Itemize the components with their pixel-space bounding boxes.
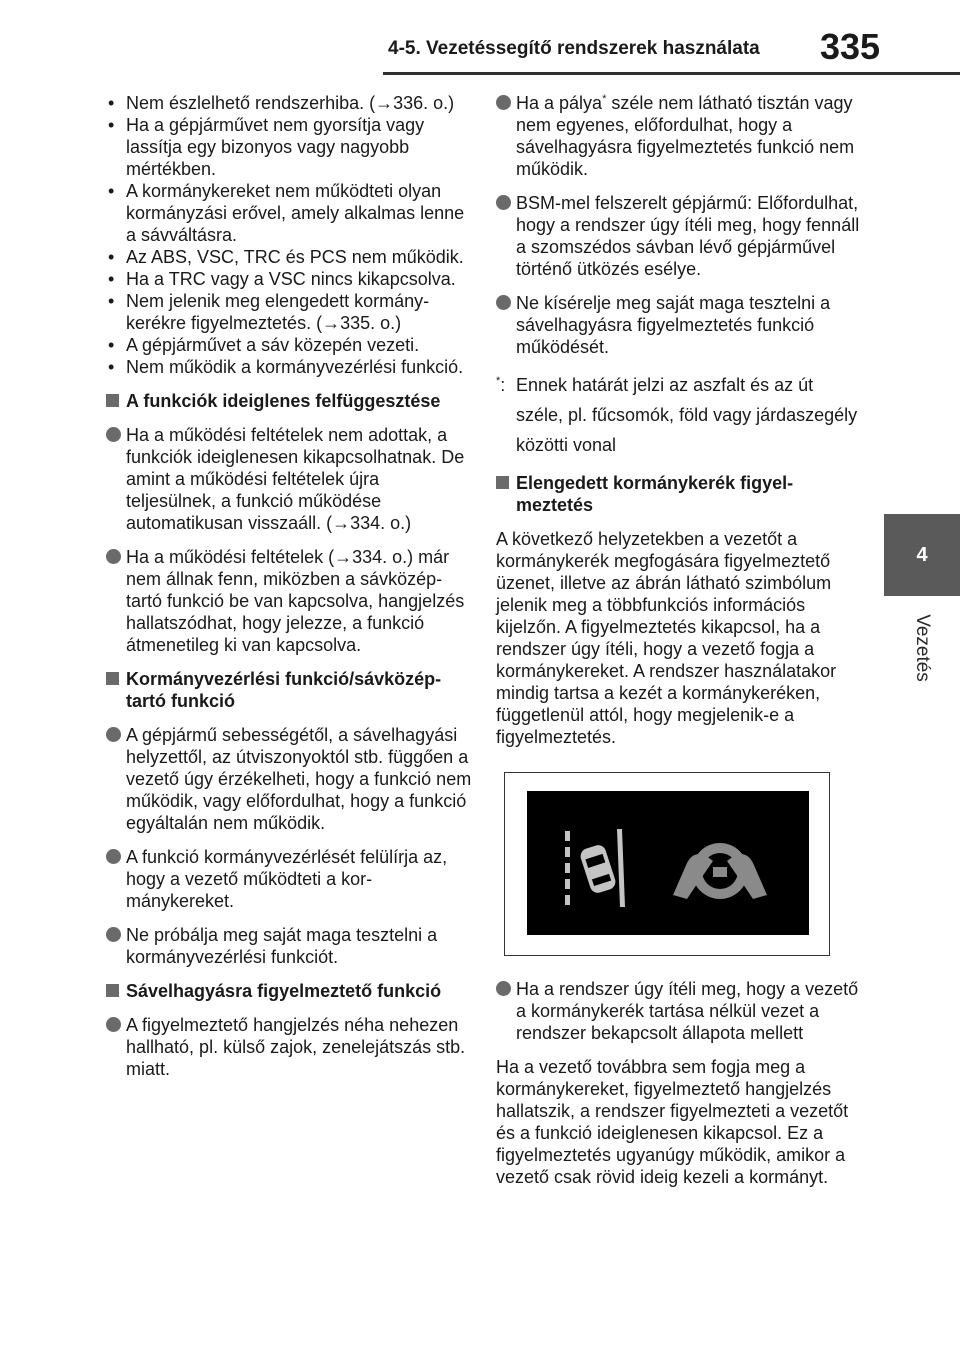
header-title: 4-5. Vezetéssegítő rendszerek használata [388,38,760,59]
list-item [106,546,472,656]
item-text: Ha a rendszer úgy ítéli meg, hogy a vezető a kormánykerék tartása nélkül vezet a rendszer bekapcsolt állapota mellett [516,979,859,1043]
list-item [496,92,860,180]
section-title: Sávelhagyásra figyelmeztető funkció [126,981,442,1001]
section-heading [106,980,472,1002]
left-column [106,92,472,1080]
item-text: A funkció kormányvezérlését felülírja az, hogy a vezető működteti a kormánykereket. [126,847,448,911]
circle-bullet-icon [106,849,121,864]
list-item: • Ha a gépjárművet nem gyorsítja vagy lassítja egy bizonyos vagy nagyobb mértékben. [106,114,472,180]
section-title: Kormányvezérlési funkció/sávközép-tartó funkció [126,669,442,711]
item-text: Ha a működési feltételek nem adottak, a funkciók ideiglenesen kikapcsolhatnak. De amint a működési feltételek újra teljesülnek, a funkció működése automatikusan visszaáll. (→334. o.) [126,425,465,533]
section-heading [106,390,472,412]
list-item: • Nem működik a kormányvezérlési funkció. [106,356,472,378]
list-item [106,724,472,834]
hands-on-wheel-icon [673,843,767,899]
paragraph: Ha a vezető továbbra sem fogja meg a kormánykereket, figyelmeztető hangjelzés hallatszik, a rendszer figyelmezteti a vezetőt és a funkció ideiglenesen kikapcsol. Ez a figyelmeztetés ugyanúgy működik, amikor a vezető csak rövid ideig kezeli a kormányt. [496,1057,849,1187]
square-bullet-icon [496,476,509,489]
circle-bullet-icon [106,427,121,442]
chapter-tab: 4 [884,514,960,596]
square-bullet-icon [106,672,119,685]
condition-list [106,92,472,378]
section-heading [496,472,860,516]
item-text: A figyelmeztető hangjelzés néha nehezen hallható, pl. külső zajok, zenelejátszás stb. miatt. [126,1015,466,1079]
list-item: • Az ABS, VSC, TRC és PCS nem működik. [106,246,472,268]
right-column [496,92,860,1188]
item-text: BSM-mel felszerelt gépjármű: Előfordulhat, hogy a rendszer úgy ítéli meg, hogy fennáll a szomszédos sávban lévő gépjárművel történő ütközés esélye. [516,193,860,279]
square-bullet-icon [106,394,119,407]
circle-bullet-icon [496,981,511,996]
lane-departure-icon [565,829,625,907]
circle-bullet-icon [106,727,121,742]
square-bullet-icon [106,984,119,997]
paragraph: A következő helyzetekben a vezetőt a kormánykerék megfogására figyelmeztető üzenet, illetve az ábrán látható szimbólum jelenik meg a többfunkciós információs kijelzőn. A figyelmeztetés kikapcsol, ha a rendszer úgy ítéli, hogy a vezető fogja a kormánykereket. A rendszer használatakor mindig tartsa a kezét a kormánykeréken, függetlenül attól, hogy megjelenik-e a figyelmeztetés. [496,529,837,747]
item-text: Ha a működési feltételek (→334. o.) már nem állnak fenn, miközben a sávközép-tartó funkció be van kapcsolva, hangjelzés hallatszódhat, hogy jelezze, a funkció átmenetileg ki van kapcsolva. [126,547,465,655]
footnote-ref: * [602,93,607,105]
circle-bullet-icon [106,1017,121,1032]
list-item: • A gépjárművet a sáv közepén vezeti. [106,334,472,356]
list-item [496,192,860,280]
item-text: Ne kísérelje meg saját maga tesztelni a sávelhagyásra figyelmeztetés funkció működését. [516,293,831,357]
list-item [496,978,860,1044]
list-item [106,924,472,968]
footnote-text: Ennek határát jelzi az aszfalt és az út széle, pl. fűcsomók, föld vagy járdaszegély közötti vonal [516,375,858,455]
item-text: A gépjármű sebességétől, a sávelhagyási helyzettől, az útviszonyoktól stb. függően a vezető úgy érzékelheti, hogy a funkció nem működik, vagy előfordulhat, hogy a funkció egyáltalán nem működik. [126,725,472,833]
item-text: Ne próbálja meg saját maga tesztelni a kormányvezérlési funkciót. [126,925,438,967]
circle-bullet-icon [496,95,511,110]
list-item [106,1014,472,1080]
display-graphic [527,791,809,935]
chapter-label: Vezetés [912,614,933,682]
list-item: • Nem észlelhető rendszerhiba. (→336. o.) [106,92,472,114]
section-heading [106,668,472,712]
list-item: • Ha a TRC vagy a VSC nincs kikapcsolva. [106,268,472,290]
page-number: 335 [820,26,881,67]
footnote-mark: *: [496,375,506,395]
section-title: Elengedett kormánykerék figyelmeztetés [516,473,794,515]
list-item [106,424,472,534]
header-rule [383,72,960,75]
circle-bullet-icon [106,927,121,942]
circle-bullet-icon [496,295,511,310]
circle-bullet-icon [496,195,511,210]
list-item [106,846,472,912]
section-title: A funkciók ideiglenes felfüggesztése [126,391,441,411]
list-item: • Nem jelenik meg elengedett kormánykerékre figyelmeztetés. (→335. o.) [106,290,472,334]
item-text-start: Ha a pálya [516,93,603,113]
list-item [496,292,860,358]
circle-bullet-icon [106,549,121,564]
footnote [496,370,860,460]
multi-information-display [527,791,809,935]
item-text-end: széle nem látható tisztán vagy nem egyenes, előfordulhat, hogy a sávelhagyásra figyelmeztetés funkció nem működik. [516,93,855,179]
list-item: • A kormánykereket nem működteti olyan kormányzási erővel, amely alkalmas lenne a sávváltásra. [106,180,472,246]
display-figure [504,772,830,956]
